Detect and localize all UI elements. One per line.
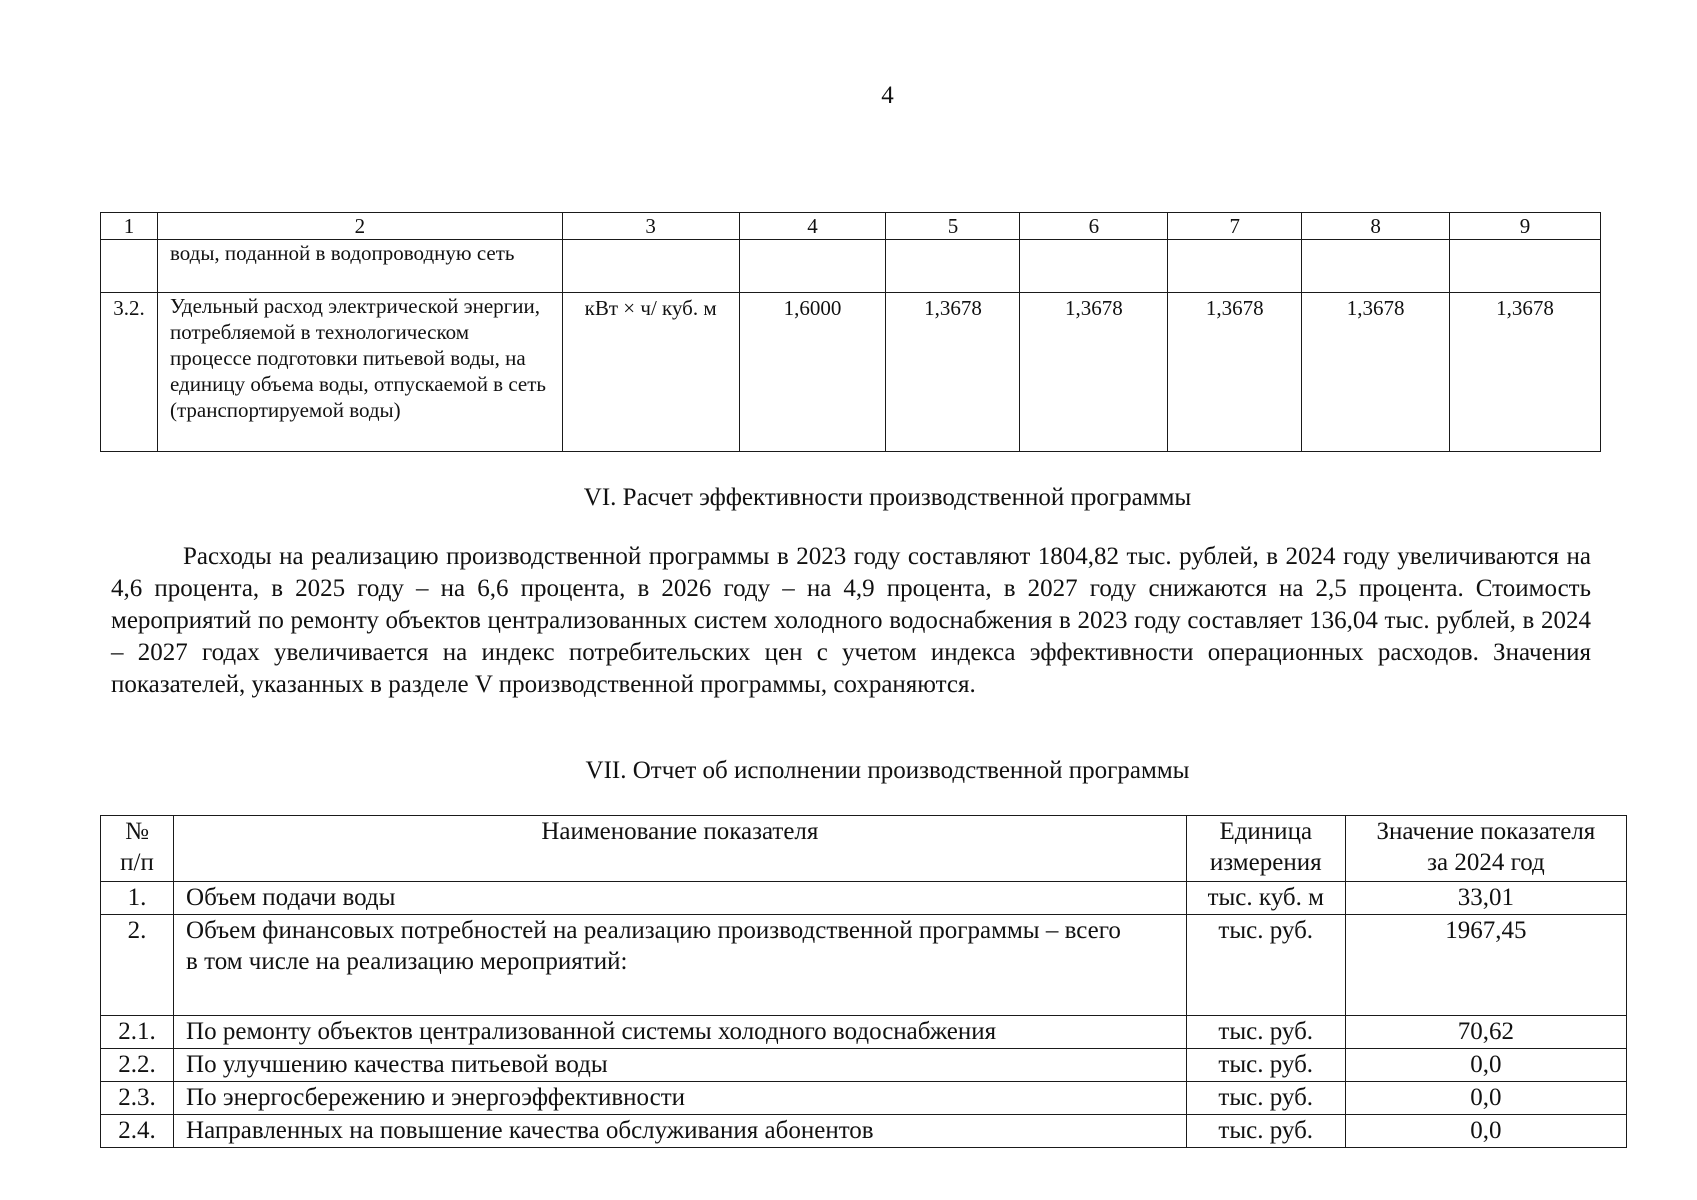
value-cell: 0,0 (1345, 1115, 1626, 1148)
column-number: 1 (101, 213, 158, 240)
unit: тыс. руб. (1186, 1016, 1345, 1049)
column-number: 3 (562, 213, 739, 240)
table-row (101, 1049, 1627, 1082)
row-number: 2.3. (101, 1082, 174, 1115)
row-number: 3.2. (101, 293, 158, 452)
header-text: п/п (120, 849, 154, 876)
indicator-name: Направленных на повышение качества обслуживания абонентов (174, 1115, 1187, 1148)
table-row (101, 1016, 1627, 1049)
header-text: измерения (1209, 849, 1322, 876)
header-text: Единица (1219, 818, 1313, 845)
cell-empty (739, 240, 886, 293)
cell-empty (1020, 240, 1168, 293)
column-number: 7 (1168, 213, 1302, 240)
cell-empty (886, 240, 1020, 293)
value-cell: 1,3678 (1020, 293, 1168, 452)
table-row (101, 882, 1627, 915)
column-number: 9 (1450, 213, 1601, 240)
value-cell: 1,6000 (739, 293, 886, 452)
indicator-text: Объем финансовых потребностей на реализацию производственной программы – всего (186, 917, 1121, 944)
cell-empty (1168, 240, 1302, 293)
header-unit (1186, 816, 1345, 882)
row-number: 2.4. (101, 1115, 174, 1148)
table-row (101, 293, 1601, 452)
value-cell: 70,62 (1345, 1016, 1626, 1049)
indicator-name: воды, поданной в водопроводную сеть (157, 240, 562, 293)
indicator-name: По ремонту объектов централизованной системы холодного водоснабжения (174, 1016, 1187, 1049)
value-cell: 1,3678 (886, 293, 1020, 452)
indicator-name: Удельный расход электрической энергии, потребляемой в технологическом процессе подготовки питьевой воды, на единицу объема воды, отпускаемой в сеть (транспортируемой воды) (157, 293, 562, 452)
cell-empty (562, 240, 739, 293)
value-cell: 1,3678 (1450, 293, 1601, 452)
header-number (101, 816, 174, 882)
header-text: № (125, 818, 149, 845)
indicator-name: По энергосбережению и энергоэффективности (174, 1082, 1187, 1115)
value-cell: 0,0 (1345, 1082, 1626, 1115)
column-number: 2 (157, 213, 562, 240)
section-heading: VII. Отчет об исполнении производственной программы (585, 757, 1190, 784)
unit: кВт × ч/ куб. м (562, 293, 739, 452)
indicator-name: Объем подачи воды (174, 882, 1187, 915)
row-number: 2.2. (101, 1049, 174, 1082)
unit: тыс. руб. (1186, 1049, 1345, 1082)
table-row (101, 915, 1627, 1016)
column-number: 8 (1302, 213, 1450, 240)
column-number: 5 (886, 213, 1020, 240)
table-row (101, 240, 1601, 293)
value-cell: 33,01 (1345, 882, 1626, 915)
row-number: 1. (101, 882, 174, 915)
unit: тыс. руб. (1186, 915, 1345, 1016)
value-cell: 1,3678 (1168, 293, 1302, 452)
header-text: за 2024 год (1427, 849, 1545, 876)
cell-empty (1302, 240, 1450, 293)
program-report-table (100, 815, 1627, 1148)
indicator-subtext: в том числе на реализацию мероприятий: (186, 948, 628, 975)
value-cell: 1967,45 (1345, 915, 1626, 1016)
unit: тыс. руб. (1186, 1115, 1345, 1148)
table-header-row (101, 816, 1627, 882)
unit: тыс. куб. м (1186, 882, 1345, 915)
section-heading: VI. Расчет эффективности производственной программы (583, 484, 1192, 511)
row-number: 2.1. (101, 1016, 174, 1049)
value-cell: 0,0 (1345, 1049, 1626, 1082)
header-name: Наименование показателя (174, 816, 1187, 882)
indicator-name (174, 915, 1187, 1016)
table-row (101, 1082, 1627, 1115)
page-number: 4 (881, 82, 894, 109)
indicator-name: По улучшению качества питьевой воды (174, 1049, 1187, 1082)
column-number: 6 (1020, 213, 1168, 240)
row-number: 2. (101, 915, 174, 1016)
column-number-row (101, 213, 1601, 240)
unit: тыс. руб. (1186, 1082, 1345, 1115)
value-cell: 1,3678 (1302, 293, 1450, 452)
header-value (1345, 816, 1626, 882)
header-text: Значение показателя (1376, 818, 1596, 845)
section-paragraph: Расходы на реализацию производственной программы в 2023 году составляют 1804,82 тыс. рублей, в 2024 году увеличиваются на 4,6 процента, в 2025 году – на 6,6 процента, в 2026 году – на 4,9 процента, в 2027 году снижаются на 2,5 процента. Стоимость мероприятий по ремонту объектов централизованных систем холодного водоснабжения в 2023 году составляет 136,04 тыс. рублей, в 2024 – 2027 годах увеличивается на индекс потребительских цен с учетом индекса эффективности операционных расходов. Значения показателей, указанных в разделе V производственной программы, сохраняются. (111, 543, 1591, 698)
indicators-table-continued (100, 212, 1601, 452)
cell-empty (1450, 240, 1601, 293)
table-row (101, 1115, 1627, 1148)
cell-empty (101, 240, 158, 293)
column-number: 4 (739, 213, 886, 240)
